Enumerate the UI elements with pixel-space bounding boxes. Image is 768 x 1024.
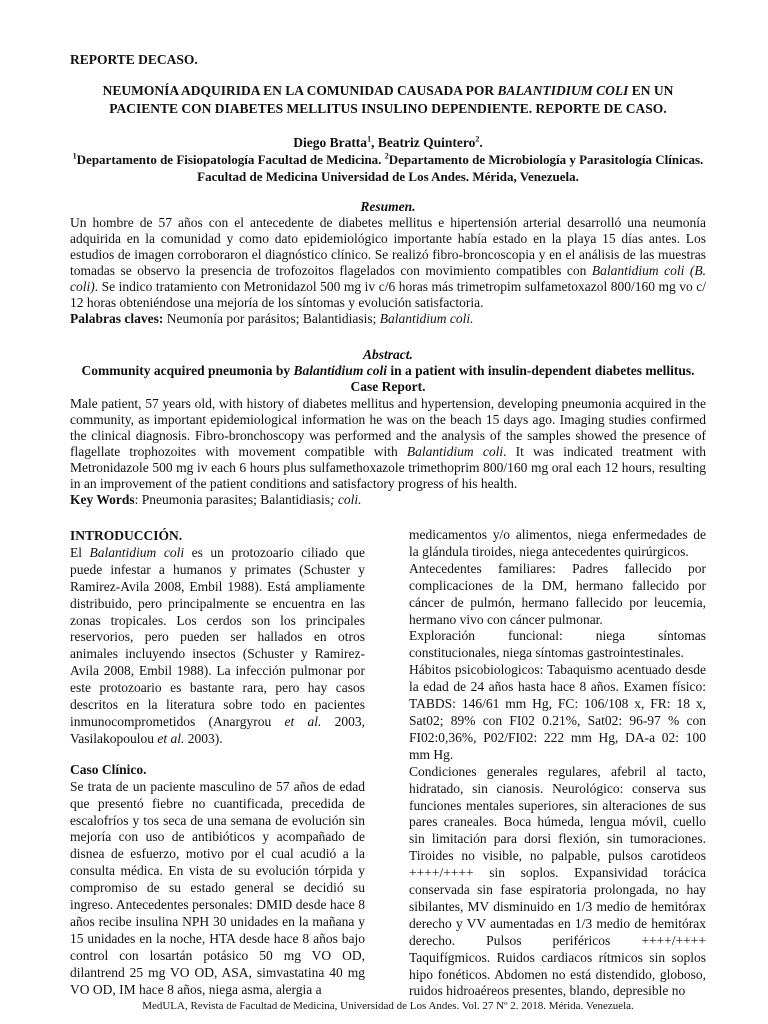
right-paragraph-5: Condiciones generales regulares, afebril al tacto, hidratado, sin cianosis. Neurológico: conserva sus funciones mentales superiores, sin alteraciones de sus pares craneales. Boca húmeda, lengua móvil, cuello sin limitación para dorsi flexión, sin tumoraciones. Tiroides no visible, no palpable, pulsos carotideos ++++/++++ sin soplos. Expansividad torácica conservada sin fase espiratoria prolongada, no hay sibilantes, MV disminuido en 1/3 medio de hemitórax derecho y VV aumentadas en 1/3 medio de hemitórax derecho. Pulsos periféricos ++++/++++ Taquifígmicos. Ruidos cardiacos rítmicos sin soplos hipo fonéticos. Abdomen no está distendido, globoso, ruidos hidroaéreos presentes, blando, depresible no xyxy=(409,763,706,999)
resumen-keywords-label: Palabras claves: xyxy=(70,311,164,326)
resumen-text xyxy=(70,215,706,311)
right-paragraph-4: Hábitos psicobiologicos: Tabaquismo acentuado desde la edad de 24 años hasta hace 8 años. Examen físico: TABDS: 146/61 mm Hg, FC: 106/108 x, FR: 18 x, Sat02; 89% con FI02 0.21%, Sat02: 96-97 % con FI02:0,36%, P02/FI02: 222 mm Hg, DA-a 02: 100 mm Hg. xyxy=(409,662,706,762)
intro-organism: Balantidium coli xyxy=(89,544,185,560)
intro-heading: INTRODUCCIÓN. xyxy=(70,528,183,543)
affiliations xyxy=(70,151,706,185)
abstract-keywords-label: Key Words xyxy=(70,492,135,507)
authors xyxy=(70,134,706,152)
right-column xyxy=(409,527,706,1000)
author-2-sup: 2 xyxy=(475,134,480,144)
author-end: . xyxy=(479,135,483,150)
abstract-keywords-text: : Pneumonia parasites; Balantidiasis xyxy=(134,492,330,507)
abstract-keywords xyxy=(70,492,706,508)
journal-footer: MedULA, Revista de Facultad de Medicina, Universidad de Los Andes. Vol. 27 Nº 2. 2018. Mérida. Venezuela. xyxy=(142,1000,634,1012)
author-1-sup: 1 xyxy=(367,134,372,144)
intro-etal-2: et al. xyxy=(157,730,185,746)
abstract-title-1: Community acquired pneumonia by xyxy=(81,363,294,378)
paper-title xyxy=(70,82,706,118)
title-part-1: NEUMONÍA ADQUIRIDA EN LA COMUNIDAD CAUSADA POR xyxy=(102,83,498,98)
abstract-keywords-italic: ; coli. xyxy=(329,492,362,507)
intro-text-3: 2003, Vasilakopoulou xyxy=(70,713,365,746)
intro-etal-1: et al. xyxy=(284,713,322,729)
author-2: Beatriz Quintero xyxy=(377,135,476,150)
abstract-title-organism: Balantidium coli xyxy=(293,363,387,378)
author-separator: , xyxy=(371,135,378,150)
abstract-organism: Balantidium coli xyxy=(406,444,504,459)
author-1: Diego Bratta xyxy=(293,135,368,150)
abstract-block xyxy=(70,396,706,508)
case-paragraph: Se trata de un paciente masculino de 57 años de edad que presentó fiebre no cuantificada, precedida de escalofríos y tos seca de una semana de evolución sin mejoría con uso de antibióticos y acompañado de disnea de esfuerzo, motivo por el cual acudió a la consulta médica. En vista de su evolución tórpida y compromiso de su estado general se decidió su ingreso. Antecedentes personales: DMID desde hace 8 años recibe insulina NPH 30 unidades en la mañana y 15 unidades en la noche, HTA desde hace 8 años bajo control con losartán potásico 50 mg VO OD, dilantrend 25 mg VO OD, ASA, simvastatina 40 mg VO OD, IM hace 8 años, niega asma, alergia a xyxy=(70,778,365,997)
title-organism: BALANTIDIUM COLI xyxy=(497,83,629,98)
affil-2-sup: 2 xyxy=(384,151,389,161)
abstract-text-1: Male patient, 57 years old, with history of diabetes mellitus and hypertension, developing pneumonia acquired in the community, as important epidemiological information he was on the beach 15 days ago. Imaging studies confirmed the clinical diagnosis. Fibro-bronchoscopy was performed and the analysis of the samples showed the presence of flagellate trophozoites with movement compatible with xyxy=(70,396,706,459)
left-column xyxy=(70,528,365,998)
right-paragraph-2: Antecedentes familiares: Padres fallecido por complicaciones de la DM, hermano fallecido por cáncer de pulmón, hermano fallecido por leucemia, hermano vivo con cáncer pulmonar. xyxy=(409,560,706,627)
report-type-label: REPORTE DECASO. xyxy=(70,52,198,67)
intro-text-4: 2003). xyxy=(184,730,223,746)
resumen-heading: Resumen. xyxy=(360,199,416,214)
abstract-heading: Abstract. xyxy=(363,347,413,362)
resumen-text-2: . Se indico tratamiento con Metronidazol 500 mg iv c/6 horas más trimetropim sulfametoxazol 800/160 mg vo c/ 12 horas obteniéndose una mejoría de los síntomas y evolución satisfactoria. xyxy=(70,279,706,310)
abstract-title xyxy=(70,363,706,395)
case-heading: Caso Clínico. xyxy=(70,761,147,777)
affil-1: Departamento de Fisiopatología Facultad de Medicina. xyxy=(76,152,385,167)
resumen-keywords xyxy=(70,311,706,327)
abstract-text-2: . It was indicated treatment with Metronidazole 500 mg iv each 6 hours plus sulfamethoxazole trimethoprim 800/160 mg oral each 12 hours, resulting in an improvement of the patient conditions and satisfactory progress of his health. xyxy=(70,444,706,491)
intro-paragraph xyxy=(70,545,365,748)
intro-text-1: El xyxy=(70,544,90,560)
resumen-keywords-text: Neumonía por parásitos; Balantidiasis; xyxy=(163,311,380,326)
intro-text-2: es un protozoario ciliado que puede infestar a humanos y primates (Schuster y Ramirez-Avila 2008, Embil 1988). Está ampliamente distribuido, pero principalmente se encuentra en las zonas tropicales. Los cerdos son los principales reservorios, pero pueden ser hallados en otros animales incluyendo insectos (Schuster y Ramirez-Avila 2008, Embil 1988). La infección pulmonar por este protozoario es bastante rara, pero hay casos descritos en la literatura sobre todo en pacientes inmunocomprometidos (Anargyrou xyxy=(70,544,366,729)
affil-1-sup: 1 xyxy=(72,151,77,161)
right-paragraph-1: medicamentos y/o alimentos, niega enfermedades de la glándula tiroides, niega antecedentes quirúrgicos. xyxy=(409,527,706,559)
right-paragraph-3: Exploración funcional: niega síntomas constitucionales, niega síntomas gastrointestinales. xyxy=(409,628,706,661)
resumen-keywords-italic: Balantidium coli. xyxy=(379,311,474,326)
section-spacer xyxy=(70,748,365,762)
resumen-text-1: Un hombre de 57 años con el antecedente de diabetes mellitus e hipertensión arterial desarrolló una neumonía adquirida en la comunidad y como dato epidemiológico importante había estado en la playa 15 días antes. Los estudios de imagen corroboraron el diagnóstico clínico. Se realizó fibro-broncoscopia y en el análisis de las muestras tomadas se observo la presencia de trofozoitos flagelados con movimiento compatibles con xyxy=(70,215,706,278)
affil-2: Departamento de Microbiología y Parasitología Clínicas. Facultad de Medicina Universidad de Los Andes. Mérida, Venezuela. xyxy=(197,152,704,184)
resumen-organism: Balantidium coli (B. coli) xyxy=(70,263,707,294)
abstract-text xyxy=(70,396,706,492)
resumen-block xyxy=(70,215,706,327)
abstract-title-2: in a patient with insulin-dependent diabetes mellitus. Case Report. xyxy=(350,363,695,394)
title-part-2: EN UN PACIENTE CON DIABETES MELLITUS INSULINO DEPENDIENTE. REPORTE DE CASO. xyxy=(109,83,674,116)
